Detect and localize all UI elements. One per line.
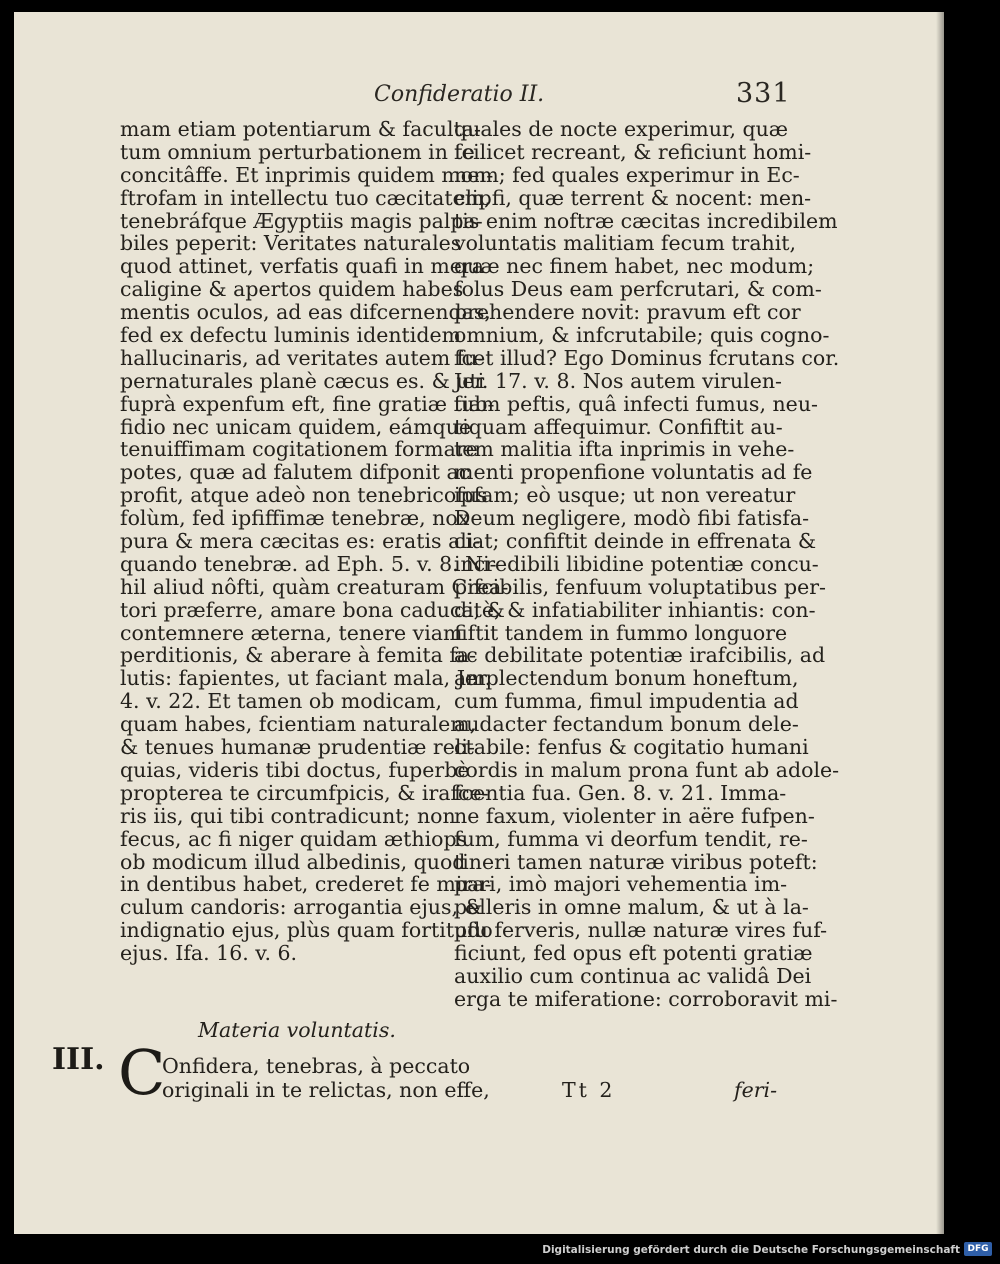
dfg-logo <box>964 1242 992 1256</box>
digitization-credit: Digitalisierung gefördert durch die Deutsche Forschungsgemeinschaft <box>542 1244 960 1256</box>
text-line: pernaturales planè cæcus es. & uti <box>120 368 485 393</box>
dfg-logo-text: DFG <box>967 1244 989 1254</box>
text-line: pari, imò majori vehementia im- <box>454 872 788 897</box>
dropcap-initial: C <box>118 1036 166 1109</box>
text-line: menti propenfione voluntatis ad fe <box>454 460 813 485</box>
text-line: quod attinet, verfatis quafi in mera <box>120 254 484 279</box>
text-line: ejus. Ifa. 16. v. 6. <box>120 941 298 966</box>
text-line: erga te miferatione: corroboravit mi- <box>454 986 838 1011</box>
text-line: cum fumma, fimul impudentia ad <box>454 689 799 714</box>
text-line: tum omnium perturbationem in te <box>120 139 475 164</box>
text-line: Deum negligere, modò fibi fatisfa- <box>454 506 810 531</box>
text-line: fum, fumma vi deorfum tendit, re- <box>454 826 808 851</box>
text-line: contemnere æterna, tenere viam <box>120 620 463 645</box>
text-line: folùm, fed ipfiffimæ tenebræ, nox <box>120 506 470 531</box>
text-line: hallucinaris, ad veritates autem fu- <box>120 345 485 370</box>
text-line: ob modicum illud albedinis, quod <box>120 849 466 874</box>
text-line: auxilio cum continua ac validâ Dei <box>454 963 812 988</box>
book-page <box>14 12 944 1234</box>
text-line: tenuiffimam cogitationem formare <box>120 437 478 462</box>
text-line: pifcibilis, fenfuum voluptatibus per- <box>454 574 826 599</box>
text-line: mam etiam potentiarum & faculta- <box>120 117 481 141</box>
text-line: ditè, & infatiabiliter inhiantis: con- <box>454 597 816 622</box>
text-line: fuprà expenfum eft, fine gratiæ fub- <box>120 391 495 416</box>
text-line: audacter fectandum bonum dele- <box>454 712 799 737</box>
text-line: tenebráfque Ægyptiis magis palpa- <box>120 208 483 233</box>
text-line: prehendere novit: pravum eft cor <box>454 300 801 325</box>
page-number: 331 <box>736 78 791 109</box>
text-line: quando tenebræ. ad Eph. 5. v. 8. Ni- <box>120 551 497 576</box>
text-line: mentis oculos, ad eas difcernendas, <box>120 300 491 325</box>
text-line: tiquam affequimur. Confiftit au- <box>454 414 783 439</box>
text-line: culum candoris: arrogantia ejus, & <box>120 895 483 920</box>
text-line: & tenues humanæ prudentiæ reli- <box>120 735 475 760</box>
text-line: potes, quæ ad falutem difponit ac <box>120 460 471 485</box>
text-line: lutis: fapientes, ut faciant mala, Jer. <box>120 666 492 691</box>
text-line: incredibili libidine potentiæ concu- <box>454 551 819 576</box>
text-line: fed ex defectu luminis identidem <box>120 323 462 348</box>
text-line: quam habes, fcientiam naturalem, <box>120 712 477 737</box>
digitization-footer <box>0 1238 1000 1264</box>
section-paragraph <box>162 1054 490 1102</box>
text-line: clipfi, quæ terrent & nocent: men- <box>454 185 812 210</box>
text-line: ipfam; eò usque; ut non vereatur <box>454 483 796 508</box>
running-title: Confideratio II. <box>374 82 545 107</box>
text-line: ac debilitate potentiæ irafcibilis, ad <box>454 643 826 668</box>
right-column <box>454 117 840 1011</box>
text-line: cordis in malum prona funt ab adole- <box>454 757 840 782</box>
text-line: biles peperit: Veritates naturales <box>120 231 462 256</box>
text-line: pfu ferveris, nullæ naturæ vires fuf- <box>454 918 828 943</box>
text-line: 4. v. 22. Et tamen ob modicam, <box>120 689 442 714</box>
section-number: III. <box>52 1042 105 1077</box>
text-line: ctabile: fenfus & cogitatio humani <box>454 735 809 760</box>
text-line: tem malitia ifta inprimis in vehe- <box>454 437 795 462</box>
text-line: voluntatis malitiam fecum trahit, <box>454 231 797 256</box>
text-line: indignatio ejus, plùs quam fortitudo <box>120 918 493 943</box>
running-head <box>14 74 944 114</box>
text-line: hil aliud nôfti, quàm creaturam Crea- <box>120 574 509 599</box>
text-line: propterea te circumfpicis, & irafce- <box>120 780 489 805</box>
text-line: quias, videris tibi doctus, fuperbè <box>120 757 470 782</box>
text-line: Onfidera, tenebras, à peccato <box>162 1054 471 1078</box>
text-line: originali in te relictas, non effe, <box>162 1078 490 1102</box>
text-line: omnium, & infcrutabile; quis cogno- <box>454 323 830 348</box>
left-column <box>120 117 509 966</box>
text-line: fidio nec unicam quidem, eámque <box>120 414 472 439</box>
text-line: ciat; confiftit deinde in effrenata & <box>454 529 817 554</box>
text-line: fcet illud? Ego Dominus fcrutans cor. <box>454 345 840 370</box>
text-line: tis enim noftræ cæcitas incredibilem <box>454 208 838 233</box>
text-line: pura & mera cæcitas es: eratis ali- <box>120 529 481 554</box>
text-line: fcentia fua. Gen. 8. v. 21. Imma- <box>454 780 787 805</box>
text-line: amplectendum bonum honeftum, <box>454 666 799 691</box>
text-line: in dentibus habet, crederet fe mira- <box>120 872 492 897</box>
catchword: feri- <box>734 1078 778 1102</box>
text-line: ficiunt, fed opus eft potenti gratiæ <box>454 941 813 966</box>
text-line: caligine & apertos quidem habes <box>120 277 464 302</box>
text-line: tiam peftis, quâ infecti fumus, neu- <box>454 391 818 416</box>
text-line: fiftit tandem in fummo longuore <box>454 620 788 645</box>
text-line: fecus, ac fi niger quidam æthiops <box>120 826 468 851</box>
subheading: Materia voluntatis. <box>198 1018 396 1042</box>
text-line: quales de nocte experimur, quæ <box>454 117 789 141</box>
text-line: folus Deus eam perfcrutari, & com- <box>454 277 822 302</box>
signature-mark: Tt 2 <box>562 1078 616 1102</box>
text-line: profit, atque adeò non tenebricofus <box>120 483 488 508</box>
text-line: tineri tamen naturæ viribus poteft: <box>454 849 818 874</box>
text-line: ne faxum, violenter in aëre fufpen- <box>454 803 815 828</box>
text-line: tori præferre, amare bona caduca, & <box>120 597 505 622</box>
text-line: perditionis, & aberare à femita fa- <box>120 643 477 668</box>
text-line: ris iis, qui tibi contradicunt; non <box>120 803 456 828</box>
text-line: concitâffe. Et inprimis quidem mon- <box>120 162 494 187</box>
text-line: pelleris in omne malum, & ut à la- <box>454 895 809 920</box>
text-line: fcilicet recreant, & reficiunt homi- <box>454 139 812 164</box>
text-line: quæ nec finem habet, nec modum; <box>454 254 815 279</box>
text-line: nem; fed quales experimur in Ec- <box>454 162 800 187</box>
text-line: Jer. 17. v. 8. Nos autem virulen- <box>454 368 782 393</box>
text-line: ftrofam in intellectu tuo cæcitatem, <box>120 185 491 210</box>
